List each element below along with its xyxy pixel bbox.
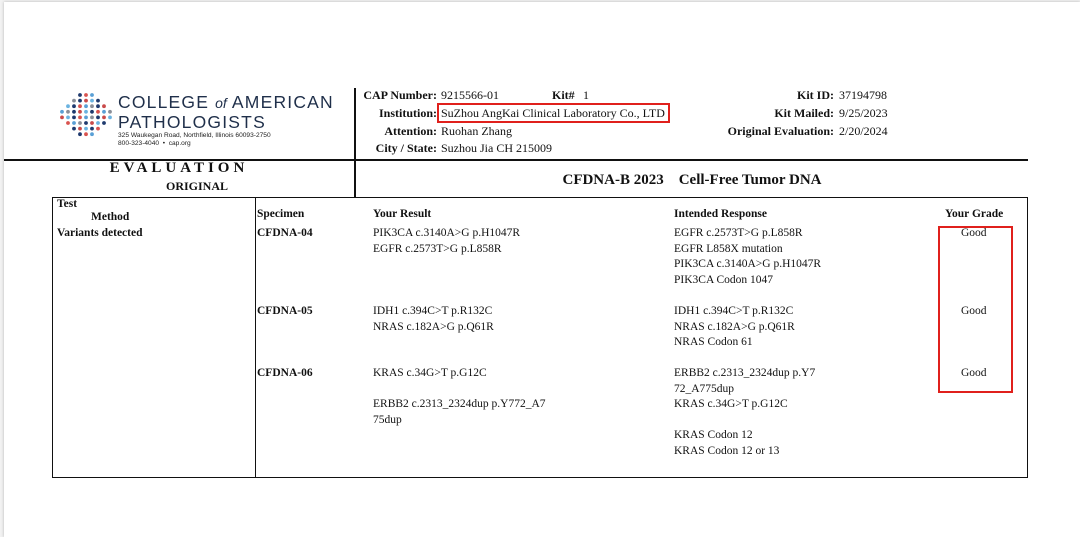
- result-line: [373, 382, 546, 398]
- logo-dot: [90, 132, 94, 136]
- city-value: Suzhou Jia CH 215009: [441, 141, 552, 155]
- result-line: EGFR c.2573T>G p.L858R: [373, 242, 502, 255]
- test-name: Variants detected: [57, 227, 143, 239]
- column-divider-specimen: [255, 198, 256, 477]
- intended-line: PIK3CA Codon 1047: [674, 273, 774, 286]
- logo-dot: [78, 104, 82, 108]
- result-cell: [373, 366, 546, 428]
- result-line: KRAS c.34G>T p.G12C: [373, 367, 487, 379]
- logo-name: [118, 93, 334, 132]
- header-your-grade: Your Grade: [945, 208, 1004, 220]
- results-table: [52, 197, 1028, 478]
- logo-dot: [78, 121, 82, 125]
- logo-dot: [66, 104, 70, 108]
- logo-dot: [66, 121, 70, 125]
- logo-dot: [102, 104, 106, 108]
- intended-line: KRAS c.34G>T p.G12C: [674, 398, 788, 411]
- grade-cell: Good: [961, 227, 987, 239]
- logo-dot: [102, 116, 106, 120]
- institution-value: SuZhou AngKai Clinical Laboratory Co., LTD: [441, 106, 665, 120]
- result-cell: [373, 304, 494, 335]
- logo-dot: [96, 104, 100, 108]
- kit-value: 1: [583, 88, 589, 102]
- result-cell: [373, 226, 520, 257]
- logo-dot: [96, 121, 100, 125]
- logo-dot: [72, 104, 76, 108]
- logo-dot: [78, 99, 82, 103]
- logo-dot: [84, 121, 88, 125]
- logo-dot: [84, 99, 88, 103]
- logo-dot: [78, 116, 82, 120]
- intended-line: EGFR c.2573T>G p.L858R: [674, 227, 803, 239]
- logo-dot: [96, 110, 100, 114]
- logo-dot: [90, 99, 94, 103]
- logo-dot: [60, 116, 64, 120]
- logo-dot: [72, 110, 76, 114]
- header-specimen: Specimen: [257, 208, 305, 220]
- logo-dot: [84, 132, 88, 136]
- institution-highlight-box: [437, 103, 670, 123]
- result-line: IDH1 c.394C>T p.R132C: [373, 305, 493, 317]
- city-label: City / State:: [375, 141, 437, 155]
- logo-dot: [78, 132, 82, 136]
- logo-dot: [102, 110, 106, 114]
- cap-logo: [60, 92, 350, 152]
- header-intended-response: Intended Response: [674, 208, 767, 220]
- evaluation-subtitle: ORIGINAL: [165, 179, 228, 193]
- kit-id-label: Kit ID:: [797, 88, 834, 102]
- logo-dot: [108, 110, 112, 114]
- logo-dot: [90, 127, 94, 131]
- institution-label: Institution:: [378, 106, 437, 120]
- logo-address-line: 325 Waukegan Road, Northfield, Illinois 60093-2750: [118, 132, 271, 139]
- attention-label: Attention:: [384, 124, 437, 138]
- kit-label: Kit#: [552, 88, 575, 102]
- result-line: ERBB2 c.2313_2324dup p.Y772_A7: [373, 398, 546, 411]
- result-line: 75dup: [373, 413, 402, 426]
- grade-cell: Good: [961, 305, 987, 317]
- cap-logo-dots-icon: [60, 92, 112, 138]
- kit-mailed-label: Kit Mailed:: [774, 106, 834, 120]
- original-evaluation-value: 2/20/2024: [839, 124, 888, 138]
- program-title: CFDNA-B 2023 Cell-Free Tumor DNA: [562, 172, 822, 188]
- logo-dot: [90, 110, 94, 114]
- intended-line: PIK3CA c.3140A>G p.H1047R: [674, 258, 822, 271]
- logo-dot: [90, 116, 94, 120]
- logo-dot: [102, 121, 106, 125]
- intended-line: KRAS Codon 12 or 13: [674, 444, 780, 457]
- logo-name-part2: AMERICAN: [226, 92, 334, 112]
- logo-dot: [72, 116, 76, 120]
- logo-dot: [72, 99, 76, 103]
- logo-name-line2: PATHOLOGISTS: [118, 112, 266, 132]
- original-evaluation-label: Original Evaluation:: [727, 124, 834, 138]
- logo-dot: [84, 110, 88, 114]
- intended-line: [674, 413, 815, 429]
- specimen-cell: CFDNA-04: [257, 227, 313, 239]
- intended-line: NRAS Codon 61: [674, 336, 753, 349]
- logo-dot: [78, 127, 82, 131]
- result-line: PIK3CA c.3140A>G p.H1047R: [373, 227, 521, 239]
- result-line: NRAS c.182A>G p.Q61R: [373, 320, 494, 333]
- logo-dot: [66, 110, 70, 114]
- evaluation-title: EVALUATION: [109, 160, 249, 176]
- cap-number-value: 9215566-01: [441, 88, 499, 102]
- specimen-cell: CFDNA-06: [257, 367, 313, 379]
- logo-dot: [96, 127, 100, 131]
- logo-dot: [66, 116, 70, 120]
- logo-dot: [84, 104, 88, 108]
- header-method: Method: [91, 211, 130, 223]
- cap-number-label: CAP Number:: [363, 88, 437, 102]
- intended-cell: [674, 304, 795, 351]
- intended-line: 72_A775dup: [674, 382, 735, 395]
- specimen-cell: CFDNA-05: [257, 305, 313, 317]
- logo-dot: [72, 127, 76, 131]
- intended-cell: [674, 366, 815, 460]
- logo-dot: [90, 104, 94, 108]
- logo-name-part1: COLLEGE: [118, 92, 216, 112]
- header-your-result: Your Result: [373, 208, 432, 220]
- grade-cell: Good: [961, 367, 987, 379]
- logo-dot: [108, 116, 112, 120]
- logo-dot: [84, 116, 88, 120]
- logo-dot: [90, 93, 94, 97]
- logo-dot: [84, 93, 88, 97]
- logo-dot: [90, 121, 94, 125]
- logo-dot: [78, 93, 82, 97]
- logo-dot: [84, 127, 88, 131]
- intended-line: NRAS c.182A>G p.Q61R: [674, 320, 795, 333]
- attention-value: Ruohan Zhang: [441, 124, 512, 138]
- logo-dot: [96, 99, 100, 103]
- logo-dot: [78, 110, 82, 114]
- logo-contact-line: 800-323-4040 • cap.org: [118, 140, 191, 147]
- logo-dot: [96, 116, 100, 120]
- logo-dot: [72, 121, 76, 125]
- intended-line: EGFR L858X mutation: [674, 242, 783, 255]
- header-test: Test: [57, 198, 78, 210]
- kit-id-value: 37194798: [839, 88, 887, 102]
- logo-address: [118, 132, 271, 148]
- intended-line: IDH1 c.394C>T p.R132C: [674, 305, 794, 317]
- logo-dot: [60, 110, 64, 114]
- intended-line: ERBB2 c.2313_2324dup p.Y7: [674, 367, 816, 379]
- kit-mailed-value: 9/25/2023: [839, 106, 888, 120]
- logo-name-of: of: [215, 95, 227, 111]
- grade-highlight-box: [938, 226, 1013, 393]
- intended-cell: [674, 226, 821, 288]
- intended-line: KRAS Codon 12: [674, 429, 753, 442]
